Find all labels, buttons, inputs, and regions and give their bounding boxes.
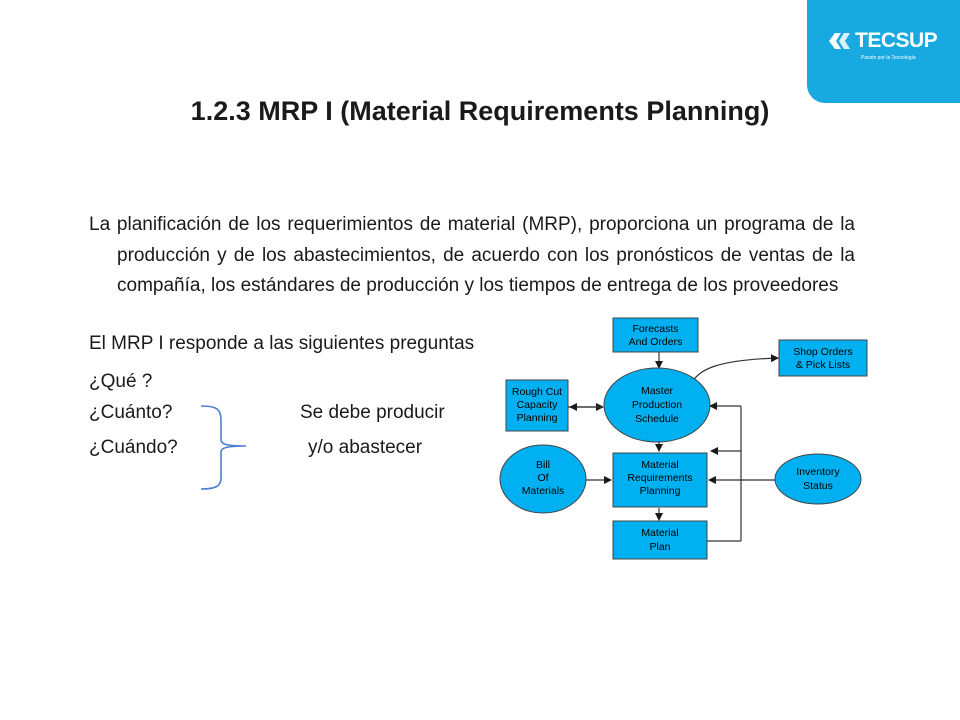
node-master-line-2: Production: [631, 399, 683, 411]
node-rough-cut-line-2: Capacity: [516, 399, 558, 411]
question-que: ¿Qué ?: [89, 371, 153, 392]
node-bill-line-3: Materials: [521, 485, 565, 497]
node-shop-orders: [779, 340, 867, 376]
node-inventory-line-1: Inventory: [796, 466, 840, 478]
node-material-plan: [613, 521, 707, 559]
brand-tagline: Pasión por la Tecnología: [861, 55, 916, 61]
answer-line-1: Se debe producir: [300, 402, 445, 423]
node-rough-cut: [506, 380, 568, 431]
node-master-line-1: Master: [640, 385, 674, 397]
brand-name: TECSUP: [855, 29, 938, 52]
node-shop-orders-line-1: Shop Orders: [793, 346, 853, 358]
node-forecasts: [613, 318, 698, 352]
node-inventory: [775, 454, 861, 504]
node-mrp-line-3: Planning: [639, 485, 681, 497]
node-rough-cut-line-3: Planning: [516, 412, 558, 424]
question-cuanto: ¿Cuánto?: [89, 402, 173, 423]
node-mrp-line-2: Requirements: [627, 472, 693, 484]
node-mrp: [613, 453, 707, 507]
answer-line-2: y/o abastecer: [308, 437, 423, 458]
node-shop-orders-line-2: & Pick Lists: [795, 359, 851, 371]
body-paragraph: La planificación de los requerimientos de material (MRP), proporciona un programa de la producción y de los abastecimientos, de acuerdo con los pronósticos de ventas de la compañía, los estándares de producción y los tiempos de entrega de los proveedores: [89, 214, 855, 296]
question-cuando: ¿Cuándo?: [89, 437, 178, 458]
node-master-line-3: Schedule: [635, 413, 679, 425]
node-rough-cut-line-1: Rough Cut: [511, 386, 563, 398]
node-bill-line-2: Of: [537, 472, 549, 484]
node-bill-line-1: Bill: [535, 459, 551, 471]
node-forecasts-line-2: And Orders: [628, 336, 683, 348]
node-material-plan-line-1: Material: [641, 527, 679, 539]
node-forecasts-line-1: Forecasts: [632, 323, 679, 335]
node-mrp-line-1: Material: [641, 459, 679, 471]
intro-question: El MRP I responde a las siguientes preguntas: [89, 333, 475, 354]
node-master-schedule: [604, 368, 710, 442]
node-bill-of-materials: [500, 445, 586, 513]
node-inventory-line-2: Status: [803, 480, 833, 492]
slide-title: 1.2.3 MRP I (Material Requirements Planning): [190, 96, 770, 126]
node-material-plan-line-2: Plan: [649, 541, 671, 553]
